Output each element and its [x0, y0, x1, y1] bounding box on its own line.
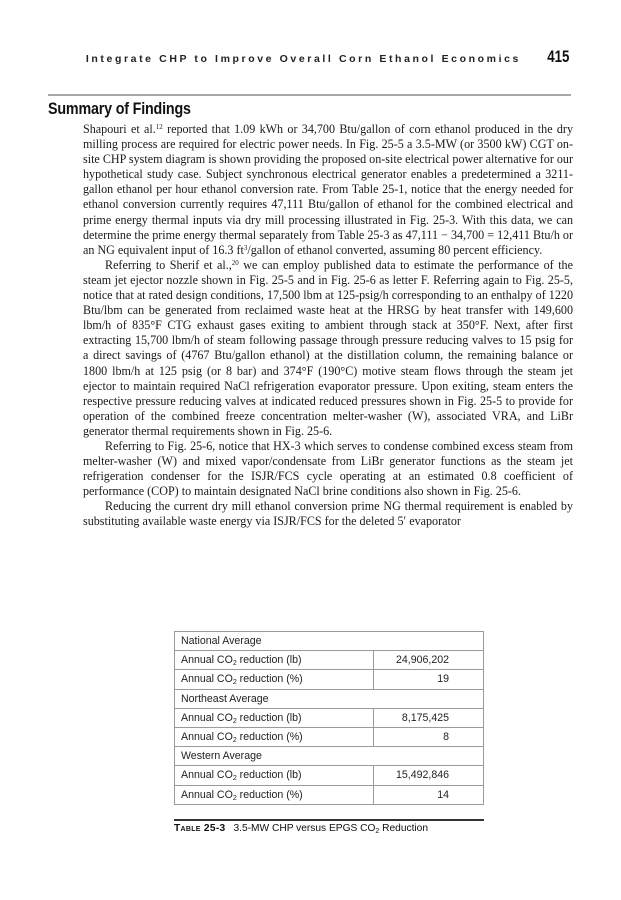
- p1-text-b: reported that 1.09 kWh or 34,700 Btu/gallon of corn ethanol produced in the dry milling process are required for electric power needs. In Fig. 25-5 a 3.5-MW (or 3500 kW) CGT on-site CHP system diagram is shown providing the proposed on-site electrical power alternative for our hypothetical study case. Subject synchronous electrical generator enables a predetermined a 3211-gallon ethanol per hour ethanol conversion rate. From Table 25-1, notice that the energy needed for ethanol conversion currently requires 47,111 Btu/gallon of ethanol for the combined electrical and prime energy thermal inputs via dry mill processing illustrated in Fig. 25-3. With this data, we can determine the prime energy thermal separately from Table 25-3 as 47,111 − 34,700 = 12,411 Btu/h or an NG equivalent input of 16.3 ft: [83, 122, 573, 257]
- p1-text-c: /gallon of ethanol converted, assuming 80 percent efficiency.: [247, 242, 543, 257]
- table-row: [175, 651, 484, 670]
- paragraph-4: Reducing the current dry mill ethanol conversion prime NG thermal requirement is enabled by substituting available waste energy via ISJR/FCS for the deleted 5′ evaporator: [83, 499, 573, 529]
- table-row: [175, 766, 484, 785]
- running-header: [48, 44, 571, 72]
- row-value: 15,492,846: [374, 766, 484, 785]
- table-group-row: [175, 689, 484, 708]
- row-value: 8: [374, 727, 484, 746]
- body-text: [83, 122, 573, 530]
- table-group-row: [175, 632, 484, 651]
- group-name-northeast: Northeast Average: [175, 689, 484, 708]
- paragraph-3: Referring to Fig. 25-6, notice that HX-3 which serves to condense combined excess steam from melter-washer (W) and mixed vapor/condensate from LiBr generator functions as the steam jet refrigeration condenser for the ISJR/FCS cycle operating at an estimated 0.8 coefficient of performance (COP) to maintain designated NaCl brine conditions also shown in Fig. 25-6.: [83, 438, 573, 499]
- row-label: Annual $CO_2$ reduction (%): [175, 727, 374, 746]
- p2-text-a: Referring to Sherif et al.,: [105, 257, 232, 272]
- row-label: Annual $CO_2$ reduction (%): [175, 785, 374, 804]
- row-value: 8,175,425: [374, 708, 484, 727]
- header-rule: [48, 94, 571, 96]
- cubic-exponent: 3: [243, 243, 248, 252]
- p1-text-a: Shapouri et al.: [83, 122, 156, 136]
- table-row: [175, 708, 484, 727]
- paragraph-2: [83, 258, 573, 439]
- reference-20: 20: [231, 258, 239, 267]
- running-title: Integrate CHP to Improve Overall Corn Ethanol Economics: [85, 53, 521, 65]
- co2-reduction-table: [174, 631, 484, 805]
- row-value: 14: [374, 785, 484, 804]
- row-label: Annual $CO_2$ reduction (lb): [175, 651, 374, 670]
- section-heading: Summary of Findings: [48, 99, 191, 118]
- table-row: [175, 785, 484, 804]
- group-name-national: National Average: [175, 632, 484, 651]
- paragraph-1: [83, 122, 573, 258]
- group-name-western: Western Average: [175, 747, 484, 766]
- p2-text-b: we can employ published data to estimate the performance of the steam jet ejector nozzle shown in Fig. 25-5 and in Fig. 25-6 as letter F. Referring again to Fig. 25-5, notice that at rated design conditions, 17,500 lbm at 125-psig/h corresponding to an enthalpy of 1220 Btu/lbm can be generated from reclaimed waste heat at the HRSG by heat transfer with 149,600 lbm/h of 835°F CTG exhaust gases exiting to ambient through stack at 350°F. Next, after first extracting 15,700 lbm/h of steam following passage through pressure reducing valves to 15 psig for a direct savings of (4767 Btu/gallon ethanol) at the distillation column, the remaining balance or 1800 lbm/h at 125 psig (or 8 bar) and 374°F (190°C) motive steam flows through the steam jet ejector to maintain required NaCl refrigeration evaporator pressure. Upon exiting, steam enters the respective pressure reducing valves at indicated reduced pressures shown in Fig. 25-5 to provide for operation of the combined freeze concentration melter-washer (W), associated VRA, and LiBr generator thermal requirements shown in Fig. 25-6.: [83, 257, 573, 438]
- page-number: 415: [546, 47, 569, 66]
- row-label: Annual $CO_2$ reduction (lb): [175, 708, 374, 727]
- table-row: [175, 670, 484, 689]
- row-value: 19: [374, 670, 484, 689]
- caption-rule: [174, 819, 484, 821]
- table-group-row: [175, 747, 484, 766]
- row-value: 24,906,202: [374, 651, 484, 670]
- caption-text: 3.5-MW CHP versus EPGS $CO_2$ Reduction: [233, 823, 429, 835]
- row-label: Annual $CO_2$ reduction (%): [175, 670, 374, 689]
- caption-label: Table 25-3: [174, 823, 226, 834]
- table-caption: [174, 823, 428, 834]
- table-row: [175, 727, 484, 746]
- row-label: Annual $CO_2$ reduction (lb): [175, 766, 374, 785]
- reference-12: 12: [155, 123, 163, 131]
